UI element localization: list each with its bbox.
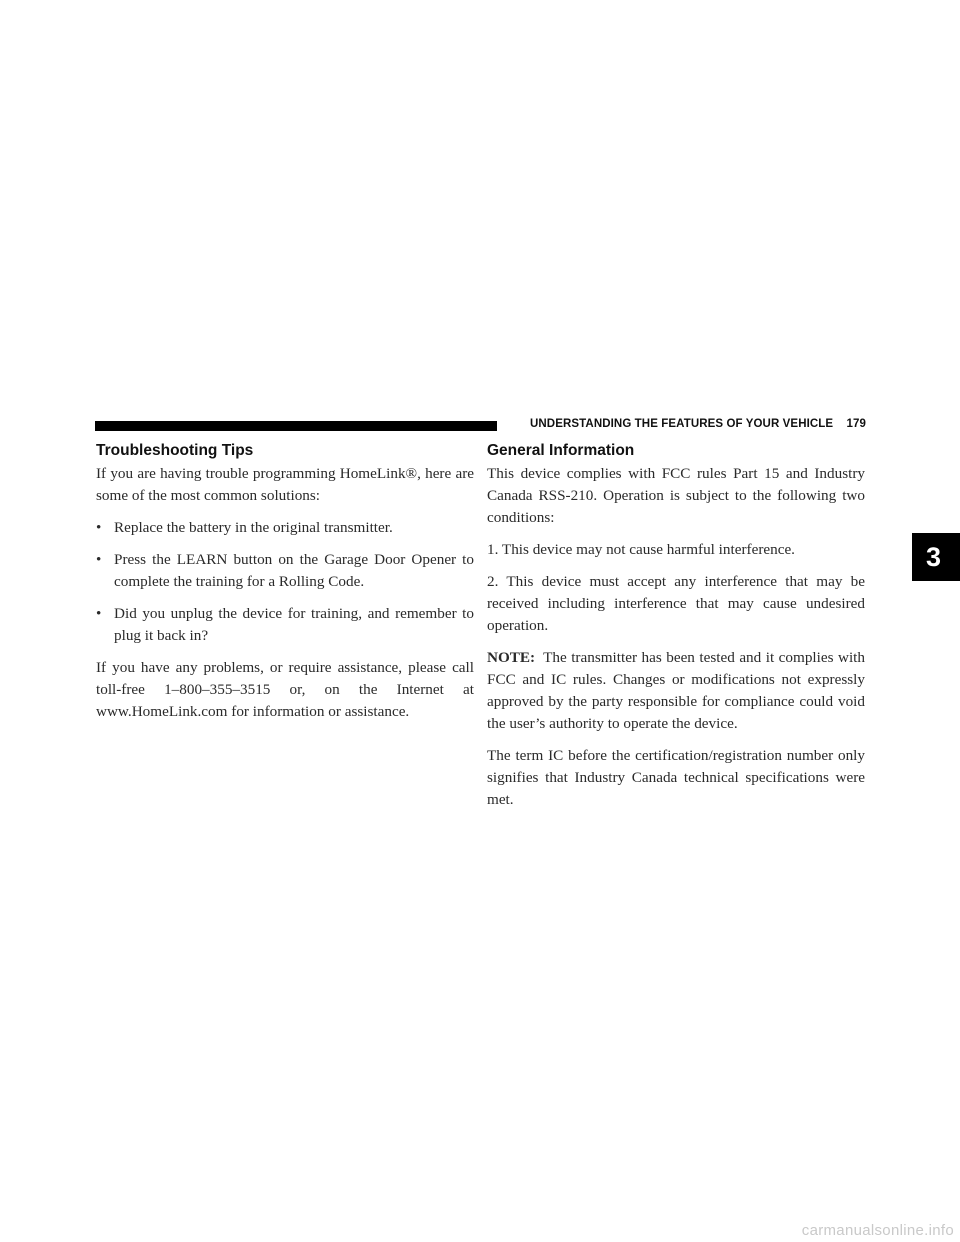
list-item (96, 517, 474, 539)
list-item-text: Press the LEARN button on the Garage Door Opener to complete the training for a Rolling Code. (114, 551, 474, 590)
chapter-tab (912, 533, 960, 581)
list-item (96, 549, 474, 593)
troubleshooting-heading: Troubleshooting Tips (96, 442, 254, 459)
chapter-number: 3 (926, 542, 942, 572)
general-information-heading: General Information (487, 442, 635, 459)
list-item-text: Replace the battery in the original transmitter. (114, 519, 393, 536)
ic-term-paragraph: The term IC before the certification/registration number only signifies that Industry Canada technical specifications were met. (487, 747, 865, 808)
right-column (487, 441, 865, 821)
assistance-paragraph: If you have any problems, or require assistance, please call toll-free 1–800–355–3515 or, on the Internet at www.HomeLink.com for information or assistance. (96, 659, 474, 720)
watermark: carmanualsonline.info (801, 1222, 954, 1239)
list-item (96, 603, 474, 647)
header-rule-end (491, 421, 497, 431)
bullet-icon: • (96, 551, 102, 568)
bullet-icon: • (96, 605, 102, 622)
fcc-compliance-paragraph: This device complies with FCC rules Part 15 and Industry Canada RSS-210. Operation is subject to the following two conditions: (487, 465, 865, 526)
left-column (96, 441, 474, 733)
page-number: 179 (846, 418, 866, 430)
note-paragraph (487, 647, 865, 735)
solutions-list (96, 517, 474, 647)
bullet-icon: • (96, 519, 102, 536)
troubleshooting-intro: If you are having trouble programming HomeLink®, here are some of the most common solutions: (96, 465, 474, 504)
running-header (506, 418, 866, 430)
header-rule (95, 421, 491, 431)
condition-two: 2. This device must accept any interference that may be received including interference that may cause undesired operation. (487, 573, 865, 634)
condition-one: 1. This device may not cause harmful interference. (487, 541, 795, 558)
list-item-text: Did you unplug the device for training, and remember to plug it back in? (114, 605, 474, 644)
note-label: NOTE: (487, 649, 536, 666)
note-text: The transmitter has been tested and it complies with FCC and IC rules. Changes or modifications not expressly approved by the party responsible for compliance could void the user’s authority to operate the device. (487, 649, 865, 732)
section-title: UNDERSTANDING THE FEATURES OF YOUR VEHICLE (529, 418, 834, 430)
